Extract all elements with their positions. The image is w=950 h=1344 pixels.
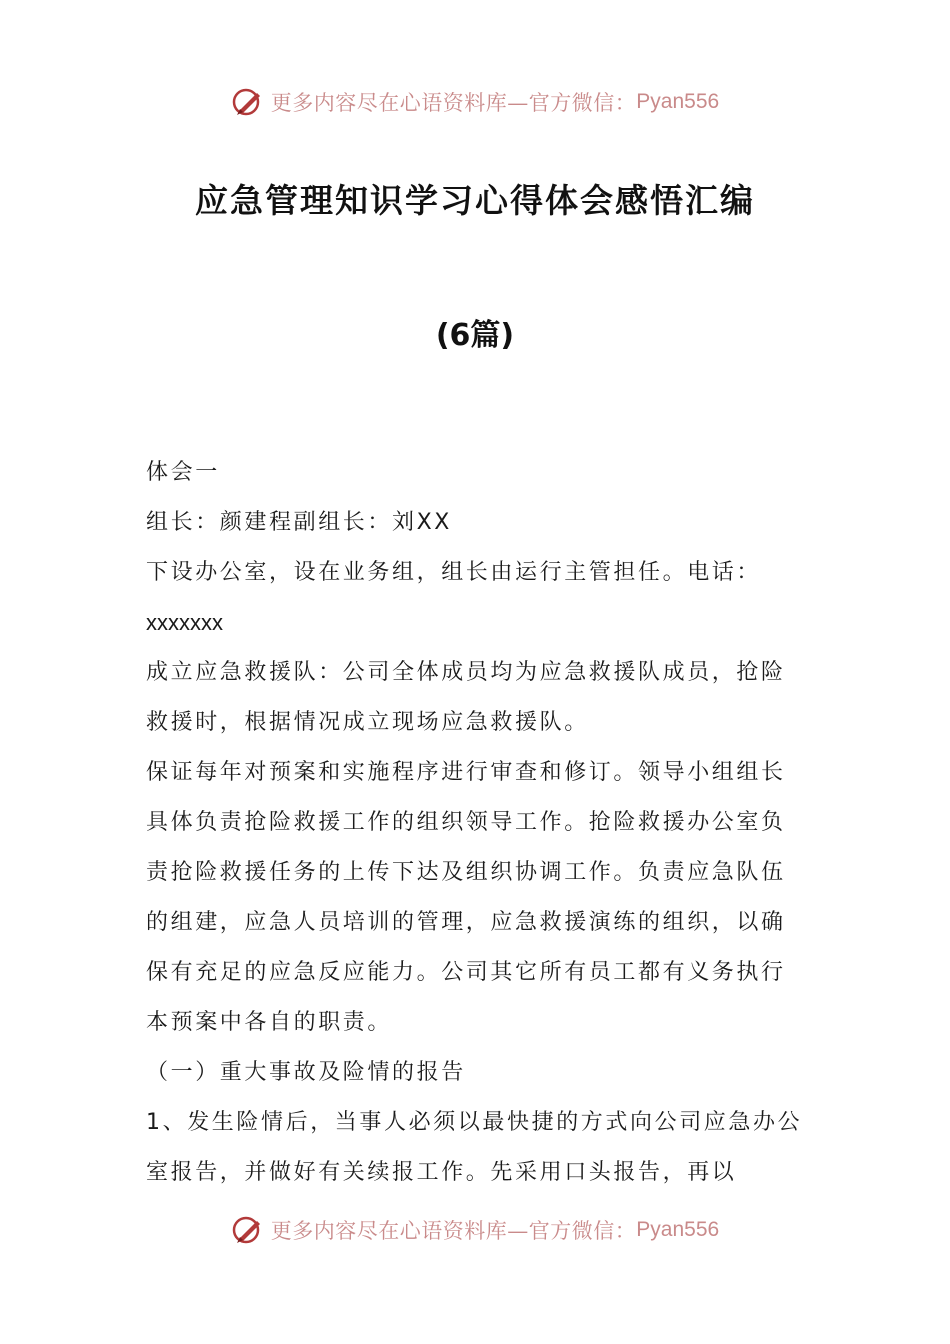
footer-banner (0, 1210, 950, 1250)
header-banner (0, 82, 950, 122)
paragraph: 体会一 (146, 460, 220, 485)
paragraph: 成立应急救援队：公司全体成员均为应急救援队成员，抢险救援时，根据情况成立现场应急救援队。 (146, 660, 786, 735)
paragraph: 组长：颜建程副组长：刘XX (146, 510, 452, 535)
document-body (146, 448, 810, 1198)
banner-wechat: Pyan556 (636, 1218, 720, 1241)
pen-logo-icon (231, 85, 265, 119)
document-subtitle: (6篇) (435, 318, 515, 353)
banner-text: 更多内容尽在心语资料库—官方微信： (270, 91, 637, 115)
paragraph: 下设办公室，设在业务组，组长由运行主管担任。电话： (146, 560, 762, 585)
banner-text: 更多内容尽在心语资料库—官方微信： (270, 1219, 637, 1243)
document-title: 应急管理知识学习心得体会感悟汇编 (195, 181, 755, 220)
pen-logo-icon (231, 1213, 265, 1247)
banner-wechat: Pyan556 (636, 90, 720, 113)
section-heading: （一）重大事故及险情的报告 (146, 1060, 466, 1085)
paragraph: xxxxxxx (146, 610, 223, 635)
paragraph: 保证每年对预案和实施程序进行审查和修订。领导小组组长具体负责抢险救援工作的组织领导工作。抢险救援办公室负责抢险救援任务的上传下达及组织协调工作。负责应急队伍的组建，应急人员培训的管理，应急救援演练的组织，以确保有充足的应急反应能力。公司其它所有员工都有义务执行本预案中各自的职责。 (146, 760, 786, 1035)
paragraph: 1、发生险情后，当事人必须以最快捷的方式向公司应急办公室报告，并做好有关续报工作。先采用口头报告，再以 (146, 1110, 803, 1185)
